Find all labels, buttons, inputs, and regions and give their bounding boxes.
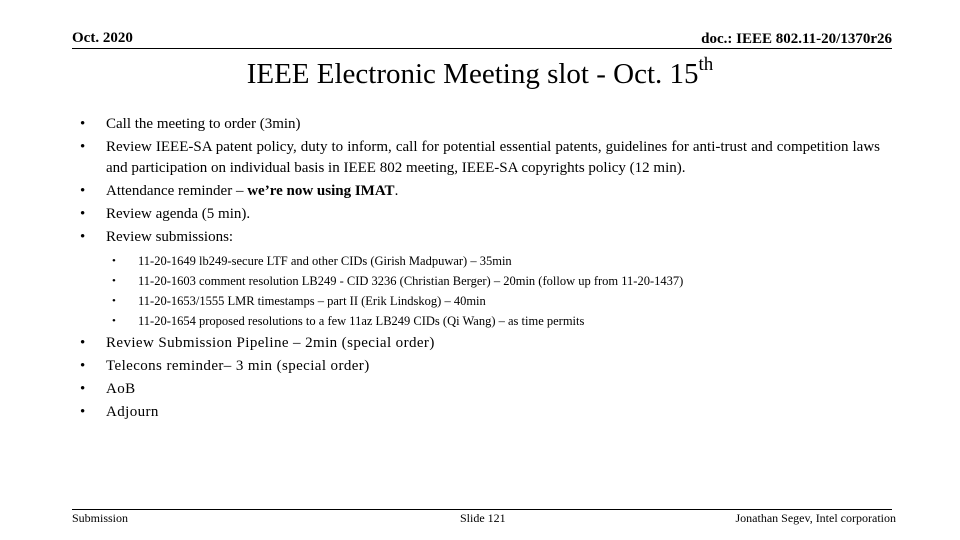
agenda-item-text: Call the meeting to order (3min)	[106, 116, 301, 132]
slide-title-superscript: th	[698, 54, 714, 75]
header-rule	[72, 48, 892, 49]
submission-item-text: 11-20-1603 comment resolution LB249 - CID 3236 (Christian Berger) – 20min (follow up from 11-20-1437)	[138, 274, 684, 288]
agenda-item	[80, 356, 880, 377]
bullet-icon: •	[80, 381, 86, 397]
header-date: Oct. 2020	[72, 30, 133, 46]
submission-item-text: 11-20-1654 proposed resolutions to a few 11az LB249 CIDs (Qi Wang) – as time permits	[138, 314, 585, 328]
agenda-item	[80, 333, 880, 354]
footer-author: Jonathan Segev, Intel corporation	[735, 511, 896, 525]
agenda-item-text: Telecons reminder– 3 min (special order)	[106, 358, 370, 374]
bullet-icon: •	[80, 358, 86, 374]
footer-rule	[72, 509, 892, 510]
footer-submission: Submission	[72, 511, 129, 525]
agenda-item	[80, 227, 880, 248]
slide-title	[0, 54, 960, 91]
header-doc-id: doc.: IEEE 802.11-20/1370r26	[701, 31, 892, 47]
submission-item	[80, 251, 880, 271]
agenda-list	[80, 114, 880, 425]
bullet-icon: •	[80, 139, 86, 155]
submission-item	[80, 271, 880, 291]
bullet-icon: •	[80, 229, 86, 245]
bullet-icon: •	[112, 295, 116, 307]
bullet-icon: •	[80, 206, 86, 222]
bullet-icon: •	[80, 404, 86, 420]
agenda-item	[80, 114, 880, 135]
agenda-item-emphasis: we’re now using IMAT	[247, 183, 395, 199]
agenda-item-text: Adjourn	[106, 404, 159, 420]
agenda-item-text: Review submissions:	[106, 229, 234, 245]
bullet-icon: •	[80, 116, 86, 132]
bullet-icon: •	[80, 335, 86, 351]
agenda-item-text-end: .	[394, 183, 399, 199]
agenda-item	[80, 204, 880, 225]
submission-item-text: 11-20-1649 lb249-secure LTF and other CIDs (Girish Madpuwar) – 35min	[138, 254, 512, 268]
bullet-icon: •	[112, 315, 116, 327]
submission-item	[80, 311, 880, 331]
bullet-icon: •	[112, 275, 116, 287]
submissions-list	[80, 251, 880, 331]
submission-item-text: 11-20-1653/1555 LMR timestamps – part II (Erik Lindskog) – 40min	[138, 294, 486, 308]
bullet-icon: •	[112, 255, 116, 267]
agenda-item	[80, 379, 880, 400]
footer-slide-number: Slide 121	[460, 511, 506, 525]
bullet-icon: •	[80, 183, 86, 199]
agenda-item-text: Review IEEE-SA patent policy, duty to inform, call for potential essential patents, guidelines for anti-trust and competition laws and participation on individual basis in IEEE 802 meeting, IEEE-SA copyrights policy (12 min).	[106, 139, 880, 176]
agenda-item-text: Review agenda (5 min).	[106, 206, 251, 222]
agenda-item-text: Attendance reminder –	[106, 183, 248, 199]
submission-item	[80, 291, 880, 311]
agenda-item-text: AoB	[106, 381, 136, 397]
agenda-item-text: Review Submission Pipeline – 2min (special order)	[106, 335, 435, 351]
agenda-item	[80, 402, 880, 423]
slide-title-text: IEEE Electronic Meeting slot - Oct. 15	[246, 58, 699, 90]
agenda-item	[80, 137, 880, 179]
agenda-item	[80, 181, 880, 202]
